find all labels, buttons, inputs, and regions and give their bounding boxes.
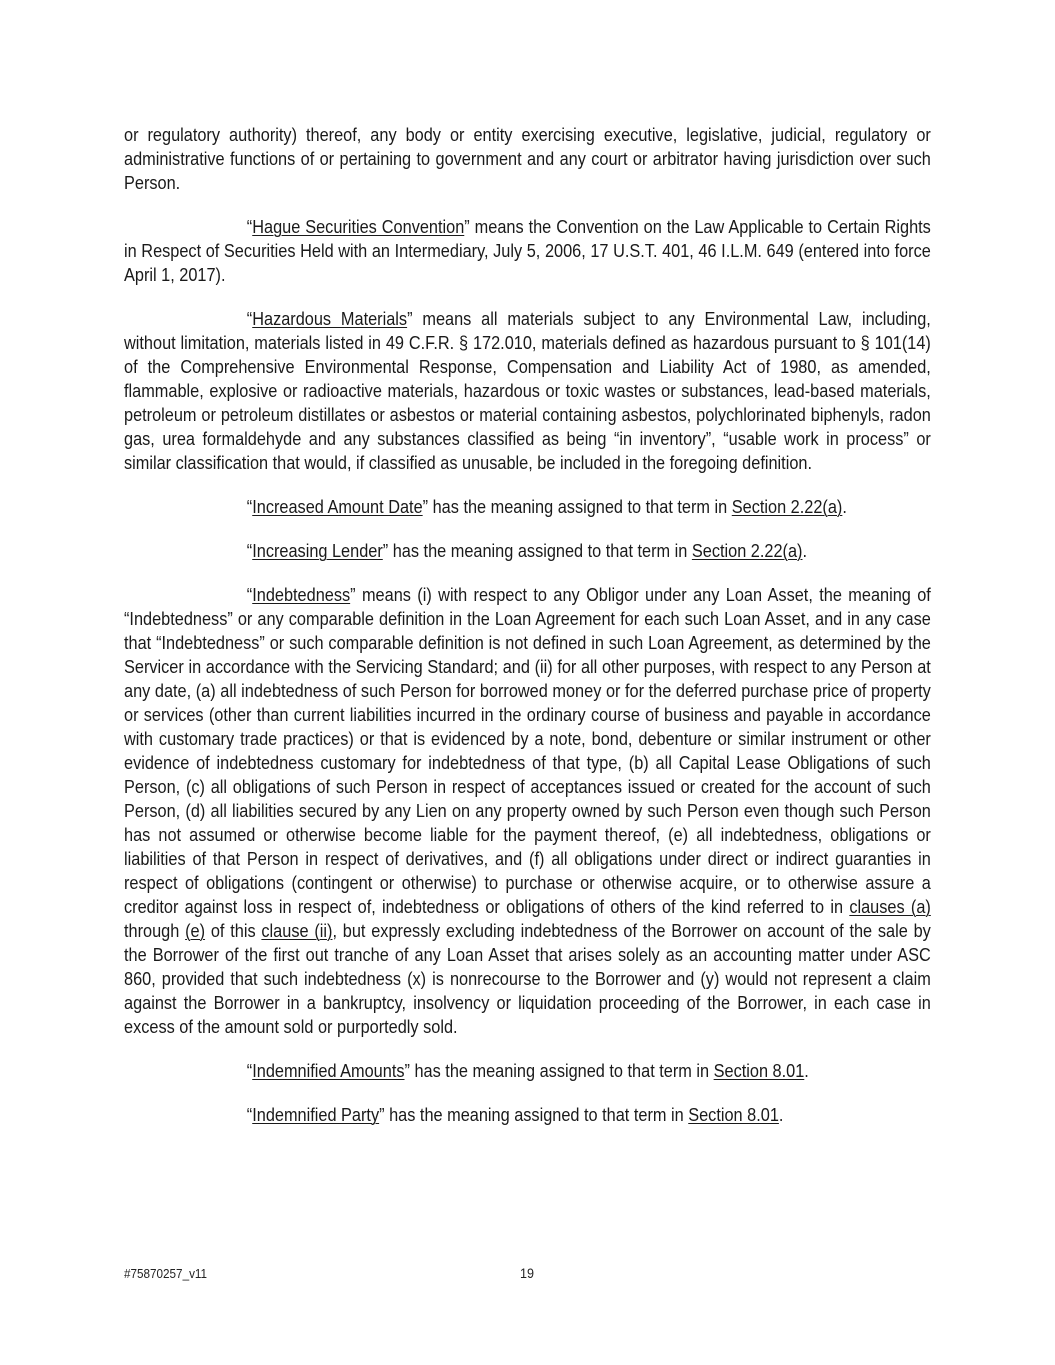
open-quote: “ [246,496,253,517]
definition-hague-securities-convention [124,215,931,287]
definition-increased-amount-date [124,495,931,519]
open-quote: “ [246,216,253,237]
defined-term: Increasing Lender [252,540,383,561]
period: . [778,1104,784,1125]
period: . [842,496,847,517]
defined-term: Hazardous Materials [252,308,408,329]
definition-text: means the Convention on the Law Applicable to Certain Rights in Respect of Securities Held with an Intermediary, July 5, 2006, 17 U.S.T. 401, 46 I.L.M. 649 (entered into force April 1, 2017). [124,216,931,285]
open-quote: “ [246,1060,253,1081]
section-reference: Section 8.01 [688,1104,779,1125]
paragraph-governmental-authority-continuation: or regulatory authority) thereof, any body or entity exercising executive, legislative, judicial, regulatory or administrative functions of or pertaining to government and any court or arbitrator having jurisdiction over such Person. [124,124,931,193]
defined-term: Increased Amount Date [252,496,423,517]
definition-indemnified-amounts [124,1059,931,1083]
open-quote: “ [246,584,253,605]
definition-text: has the meaning assigned to that term in [384,1104,689,1125]
document-body [124,123,931,1147]
definition-text: through [124,920,186,941]
defined-term: Indemnified Party [252,1104,380,1125]
footer-document-id: #75870257_v11 [124,1266,208,1281]
definition-text: has the meaning assigned to that term in [428,496,732,517]
definition-hazardous-materials [124,307,931,475]
clause-reference: clauses (a) [849,896,931,917]
period: . [804,1060,809,1081]
section-reference: Section 2.22(a) [731,496,843,517]
clause-reference: (e) [185,920,206,941]
close-quote: ” [379,1104,385,1125]
close-quote: ” [464,216,470,237]
defined-term: Hague Securities Convention [252,216,465,237]
close-quote: ” [350,584,356,605]
definition-text: means (i) with respect to any Obligor under any Loan Asset, the meaning of “Indebtedness” or any comparable definition in the Loan Agreement for each such Loan Asset, and in any case that “Indebtedness” or such comparable definition is not defined in such Loan Agreement, as determined by the Servicer in accordance with the Servicing Standard; and (ii) for all other purposes, with respect to any Person at any date, (a) all indebtedness of such Person for borrowed money or for the deferred purchase price of property or services (other than current liabilities incurred in the ordinary course of business and payable in accordance with customary trade practices) or that is evidenced by a note, bond, debenture or similar instrument or other evidence of indebtedness customary for indebtedness of that type, (b) all Capital Lease Obligations of such Person, (c) all obligations of such Person in respect of acceptances issued or created for the account of such Person, (d) all liabilities secured by any Lien on any property owned by such Person even though such Person has not assumed or otherwise become liable for the payment thereof, (e) all indebtedness, obligations or liabilities of that Person in respect of derivatives, and (f) all obligations under direct or indirect guaranties in respect of obligations (contingent or otherwise) to purchase or otherwise acquire, or to otherwise assure a creditor against loss in respect of, indebtedness or obligations of others of the kind referred to in [124,584,931,917]
open-quote: “ [246,1104,253,1125]
defined-term: Indemnified Amounts [252,1060,405,1081]
definition-text: means all materials subject to any Environmental Law, including, without limitation, materials listed in 49 C.F.R. § 172.010, materials defined as hazardous pursuant to § 101(14) of the Comprehensive Environmental Response, Compensation and Liability Act of 1980, as amended, flammable, explosive or radioactive materials, hazardous or toxic wastes or substances, lead-based materials, petroleum or petroleum distillates or asbestos or material containing asbestos, polychlorinated biphenyls, radon gas, urea formaldehyde and any substances classified as being “in inventory”, “usable work in process” or similar classification that would, if classified as unusable, be included in the foregoing definition. [124,308,931,473]
definition-indebtedness [124,583,931,1039]
open-quote: “ [246,540,253,561]
period: . [802,540,808,561]
close-quote: ” [407,308,413,329]
clause-reference: clause (ii) [261,920,333,941]
close-quote: ” [404,1060,410,1081]
definition-text: , but expressly excluding indebtedness of the Borrower on account of the sale by the Borrower of the first out tranche of any Loan Asset that arises solely as an accounting matter under ASC 860, provided that such indebtedness (x) is nonrecourse to the Borrower and (y) would not represent a claim against the Borrower in a bankruptcy, insolvency or liquidation proceeding of the Borrower, in each case in excess of the amount sold or purportedly sold. [124,920,931,1037]
definition-text: has the meaning assigned to that term in [388,540,692,561]
open-quote: “ [246,308,253,329]
defined-term: Indebtedness [252,584,351,605]
definition-text: has the meaning assigned to that term in [409,1060,714,1081]
definition-increasing-lender [124,539,931,563]
footer-page-number: 19 [520,1265,535,1281]
definition-indemnified-party [124,1103,931,1127]
section-reference: Section 2.22(a) [691,540,803,561]
definition-text: of this [205,920,262,941]
section-reference: Section 8.01 [713,1060,805,1081]
close-quote: ” [382,540,389,561]
close-quote: ” [422,496,429,517]
